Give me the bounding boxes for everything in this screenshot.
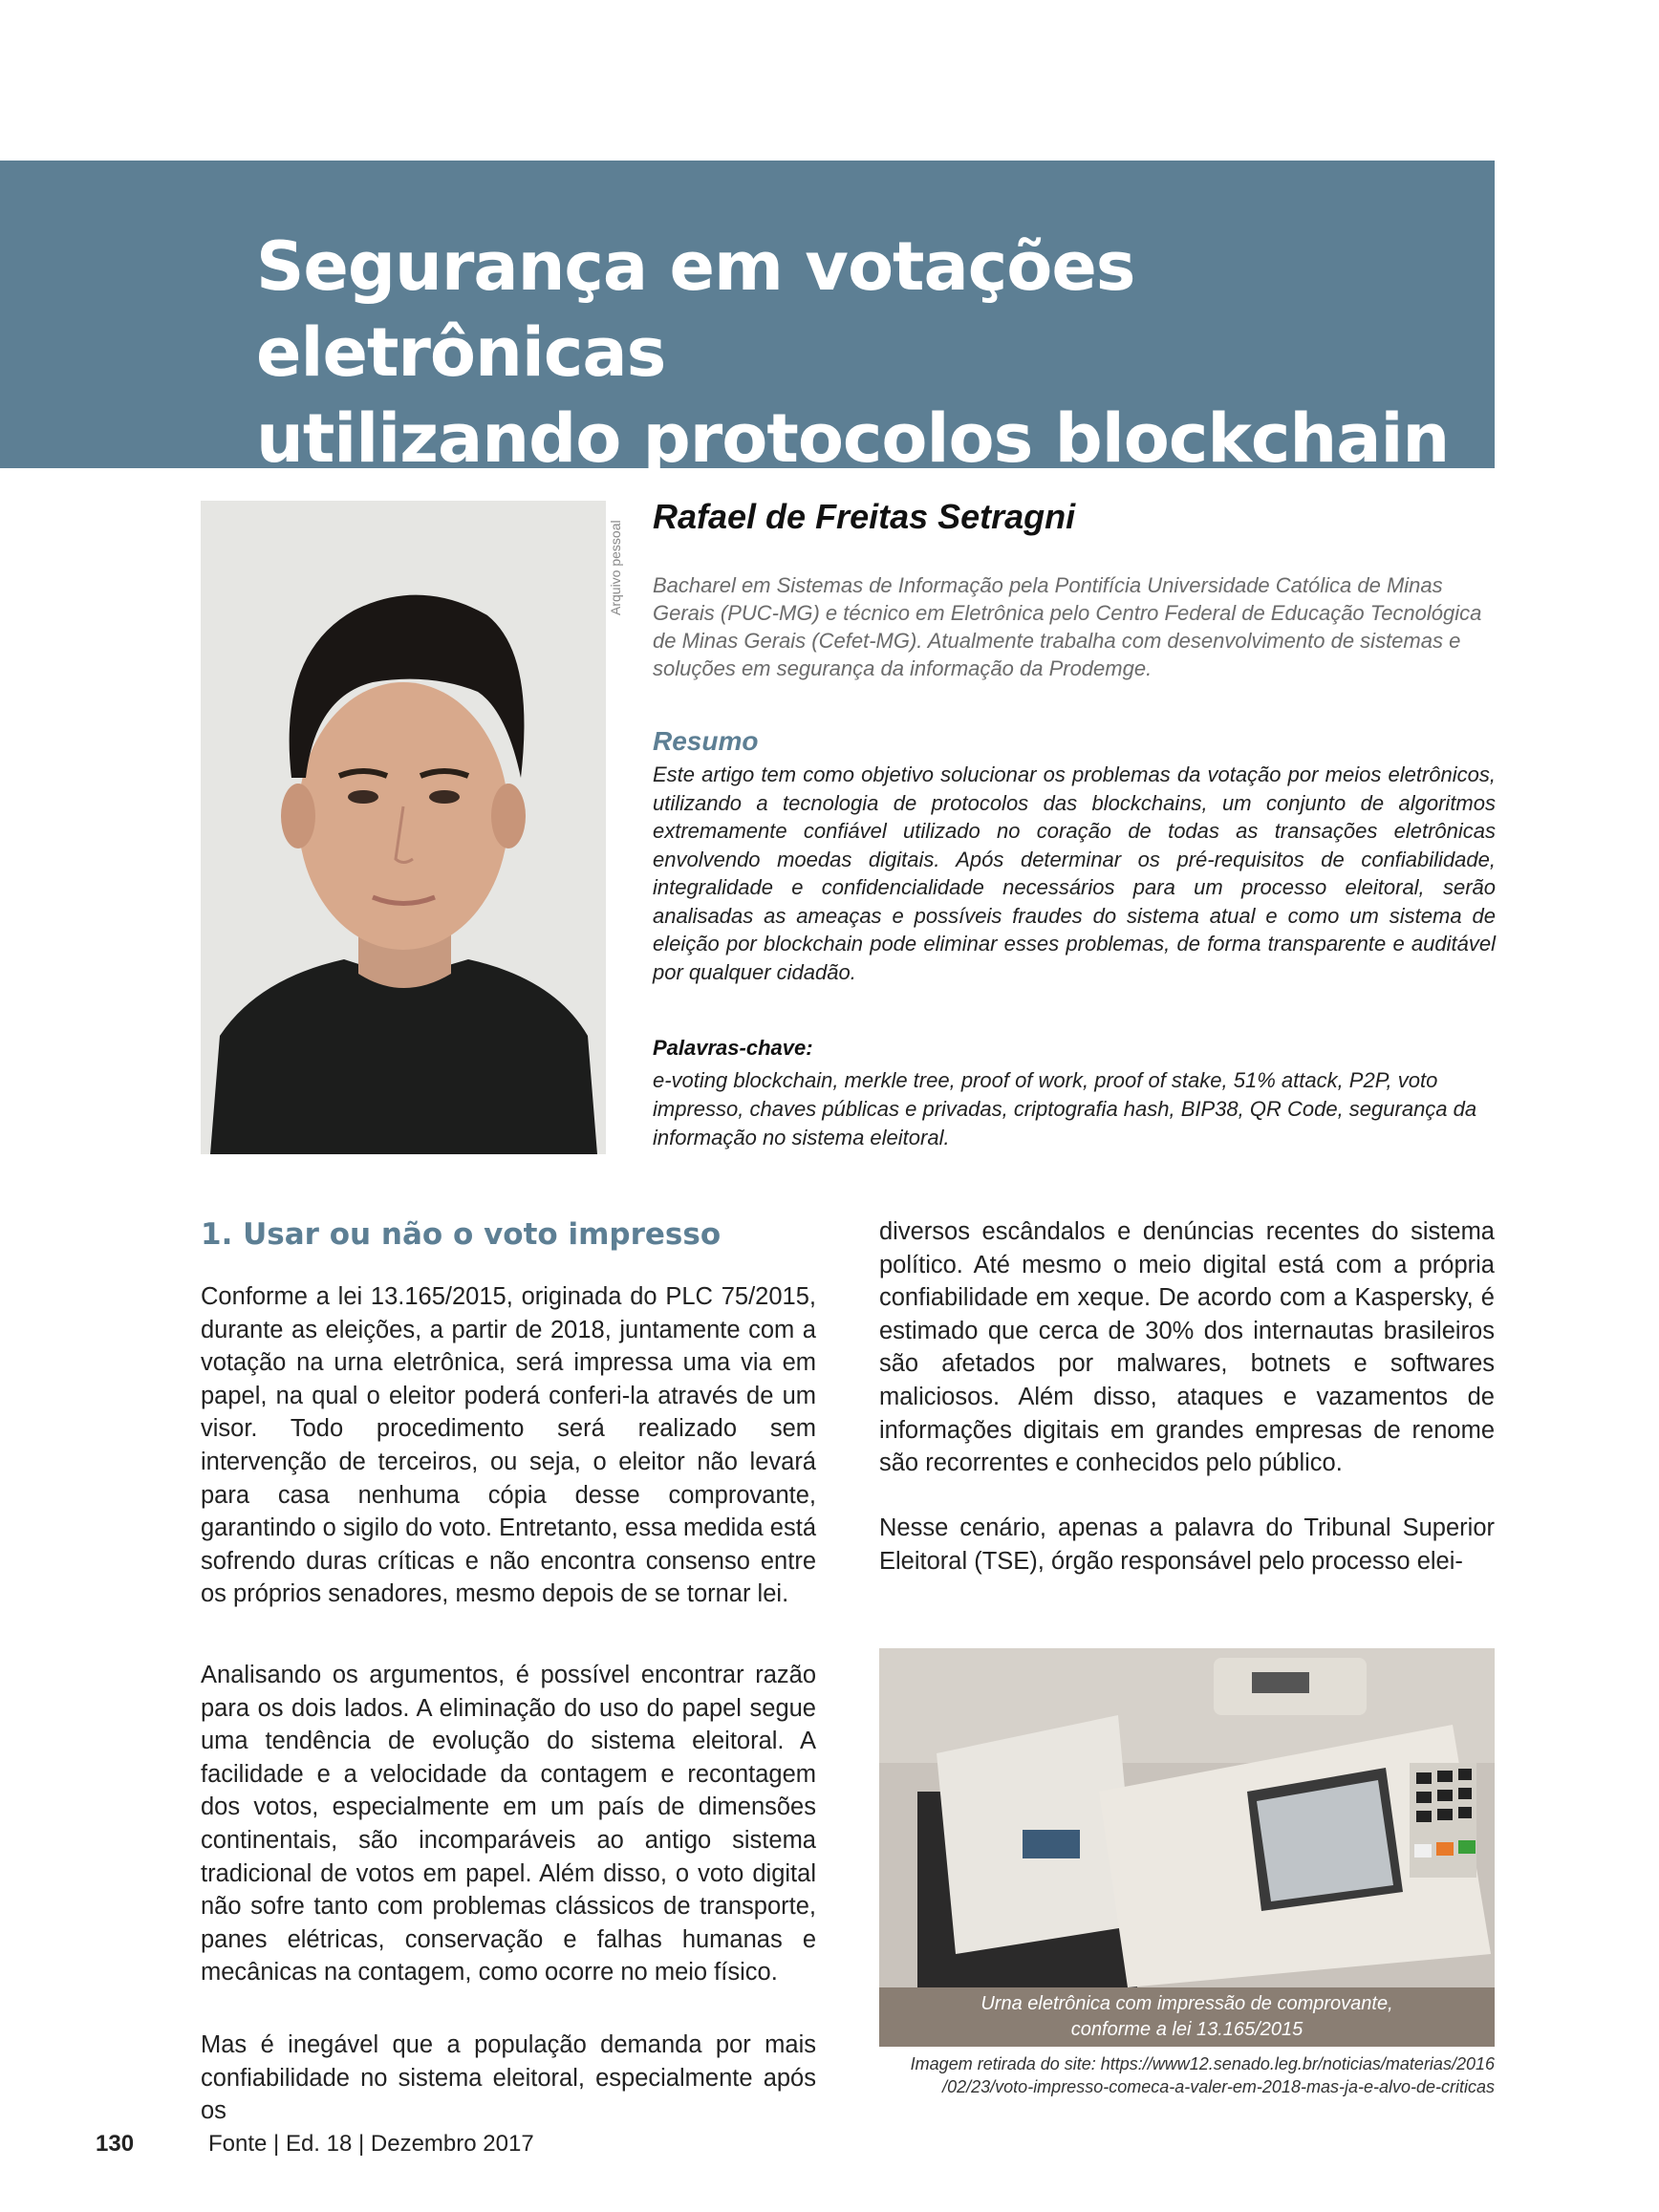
author-name: Rafael de Freitas Setragni [653, 497, 1076, 536]
title-band [0, 161, 1495, 478]
article-title [256, 224, 1451, 482]
keywords-heading: Palavras-chave: [653, 1036, 813, 1060]
voting-machine-image [879, 1648, 1495, 1987]
figure-image [879, 1648, 1495, 1987]
photo-credit: Arquivo pessoal [608, 520, 623, 615]
paragraph-4: diversos escândalos e denúncias recentes do sistema político. Até mesmo o meio digital está com a própria confiabilidade em xeque. De acordo com a Kaspersky, é estimado que cerca de 30% dos internautas brasileiros são afetados por malwares, botnets e softwares maliciosos. Além disso, ataques e vazamentos de informações digitais em grandes empresas de renome são recorrentes e conhecidos pelo público. [879, 1218, 1495, 1477]
keywords-text: e-voting blockchain, merkle tree, proof of work, proof of stake, 51% attack, P2P, voto impresso, chaves públicas e privadas, criptografia hash, BIP38, QR Code, segurança da informação no sistema eleitoral. [653, 1068, 1477, 1149]
author-bio: Bacharel em Sistemas de Informação pela Pontifícia Universidade Católica de Minas Gerais (PUC-MG) e técnico em Eletrônica pelo Centro Federal de Educação Tecnológica de Minas Gerais (Cefet-MG). Atualmente trabalha com desenvolvimento de sistemas e soluções em segurança da informação da Prodemge. [653, 573, 1482, 680]
page-number: 130 [96, 2131, 135, 2157]
section-title: 1. Usar ou não o voto impresso [201, 1217, 722, 1252]
title-line-1: Segurança em votações eletrônicas [256, 227, 1135, 392]
paragraph-1: Conforme a lei 13.165/2015, originada do PLC 75/2015, durante as eleições, a partir de 2018, juntamente com a votação na urna eletrônica, será impressa uma via em papel, na qual o eleitor poderá conferi-la através de um visor. Todo procedimento será realizado sem intervenção de terceiros, ou seja, o eleitor não levará para casa nenhuma cópia desse comprovante, garantindo o sigilo do voto. Entretanto, essa medida está sofrendo duras críticas e não encontra consenso entre os próprios senadores, mesmo depois de se tornar lei. [201, 1283, 816, 1608]
paragraph-3: Mas é inegável que a população demanda por mais confiabilidade no sistema eleitoral, especialmente após os [201, 2031, 816, 2125]
caption-line-2: conforme a lei 13.165/2015 [1070, 2019, 1304, 2040]
journal-footer: Fonte | Ed. 18 | Dezembro 2017 [208, 2131, 534, 2157]
caption-line-1: Urna eletrônica com impressão de comprovante, [980, 1993, 1393, 2014]
source-line-2: /02/23/voto-impresso-comeca-a-valer-em-2018-mas-ja-e-alvo-de-criticas [942, 2077, 1495, 2096]
figure-source [879, 2052, 1495, 2098]
source-line-1: Imagem retirada do site: https://www12.senado.leg.br/noticias/materias/2016 [910, 2054, 1495, 2073]
figure-caption [879, 1987, 1495, 2047]
title-line-2: utilizando protocolos blockchain [256, 399, 1450, 478]
abstract-text: Este artigo tem como objetivo solucionar os problemas da votação por meios eletrônicos, utilizando a tecnologia de protocolos das blockchains, um conjunto de algoritmos extremamente confiável utilizado no coração de todas as transações eletrônicas envolvendo moedas digitais. Após determinar os pré-requisitos de confiabilidade, integralidade e confidencialidade necessários para um processo eleitoral, serão analisadas as ameaças e possíveis fraudes do sistema atual e como um sistema de eleição por blockchain pode eliminar esses problemas, de forma transparente e auditável por qualquer cidadão. [653, 762, 1496, 984]
paragraph-5: Nesse cenário, apenas a palavra do Tribunal Superior Eleitoral (TSE), órgão responsável pelo processo elei- [879, 1514, 1495, 1575]
author-portrait-image [201, 501, 606, 1154]
paragraph-2: Analisando os argumentos, é possível encontrar razão para os dois lados. A eliminação do uso do papel segue uma tendência de evolução do sistema eleitoral. A facilidade e a velocidade da contagem e recontagem dos votos, especialmente em um país de dimensões continentais, são incomparáveis ao antigo sistema tradicional de votos em papel. Além disso, o voto digital não sofre tanto com problemas clássicos de transporte, panes elétricas, conservação e falhas humanas e mecânicas na contagem, como ocorre no meio físico. [201, 1662, 816, 1987]
author-photo [201, 501, 606, 1154]
abstract-heading: Resumo [653, 726, 759, 756]
